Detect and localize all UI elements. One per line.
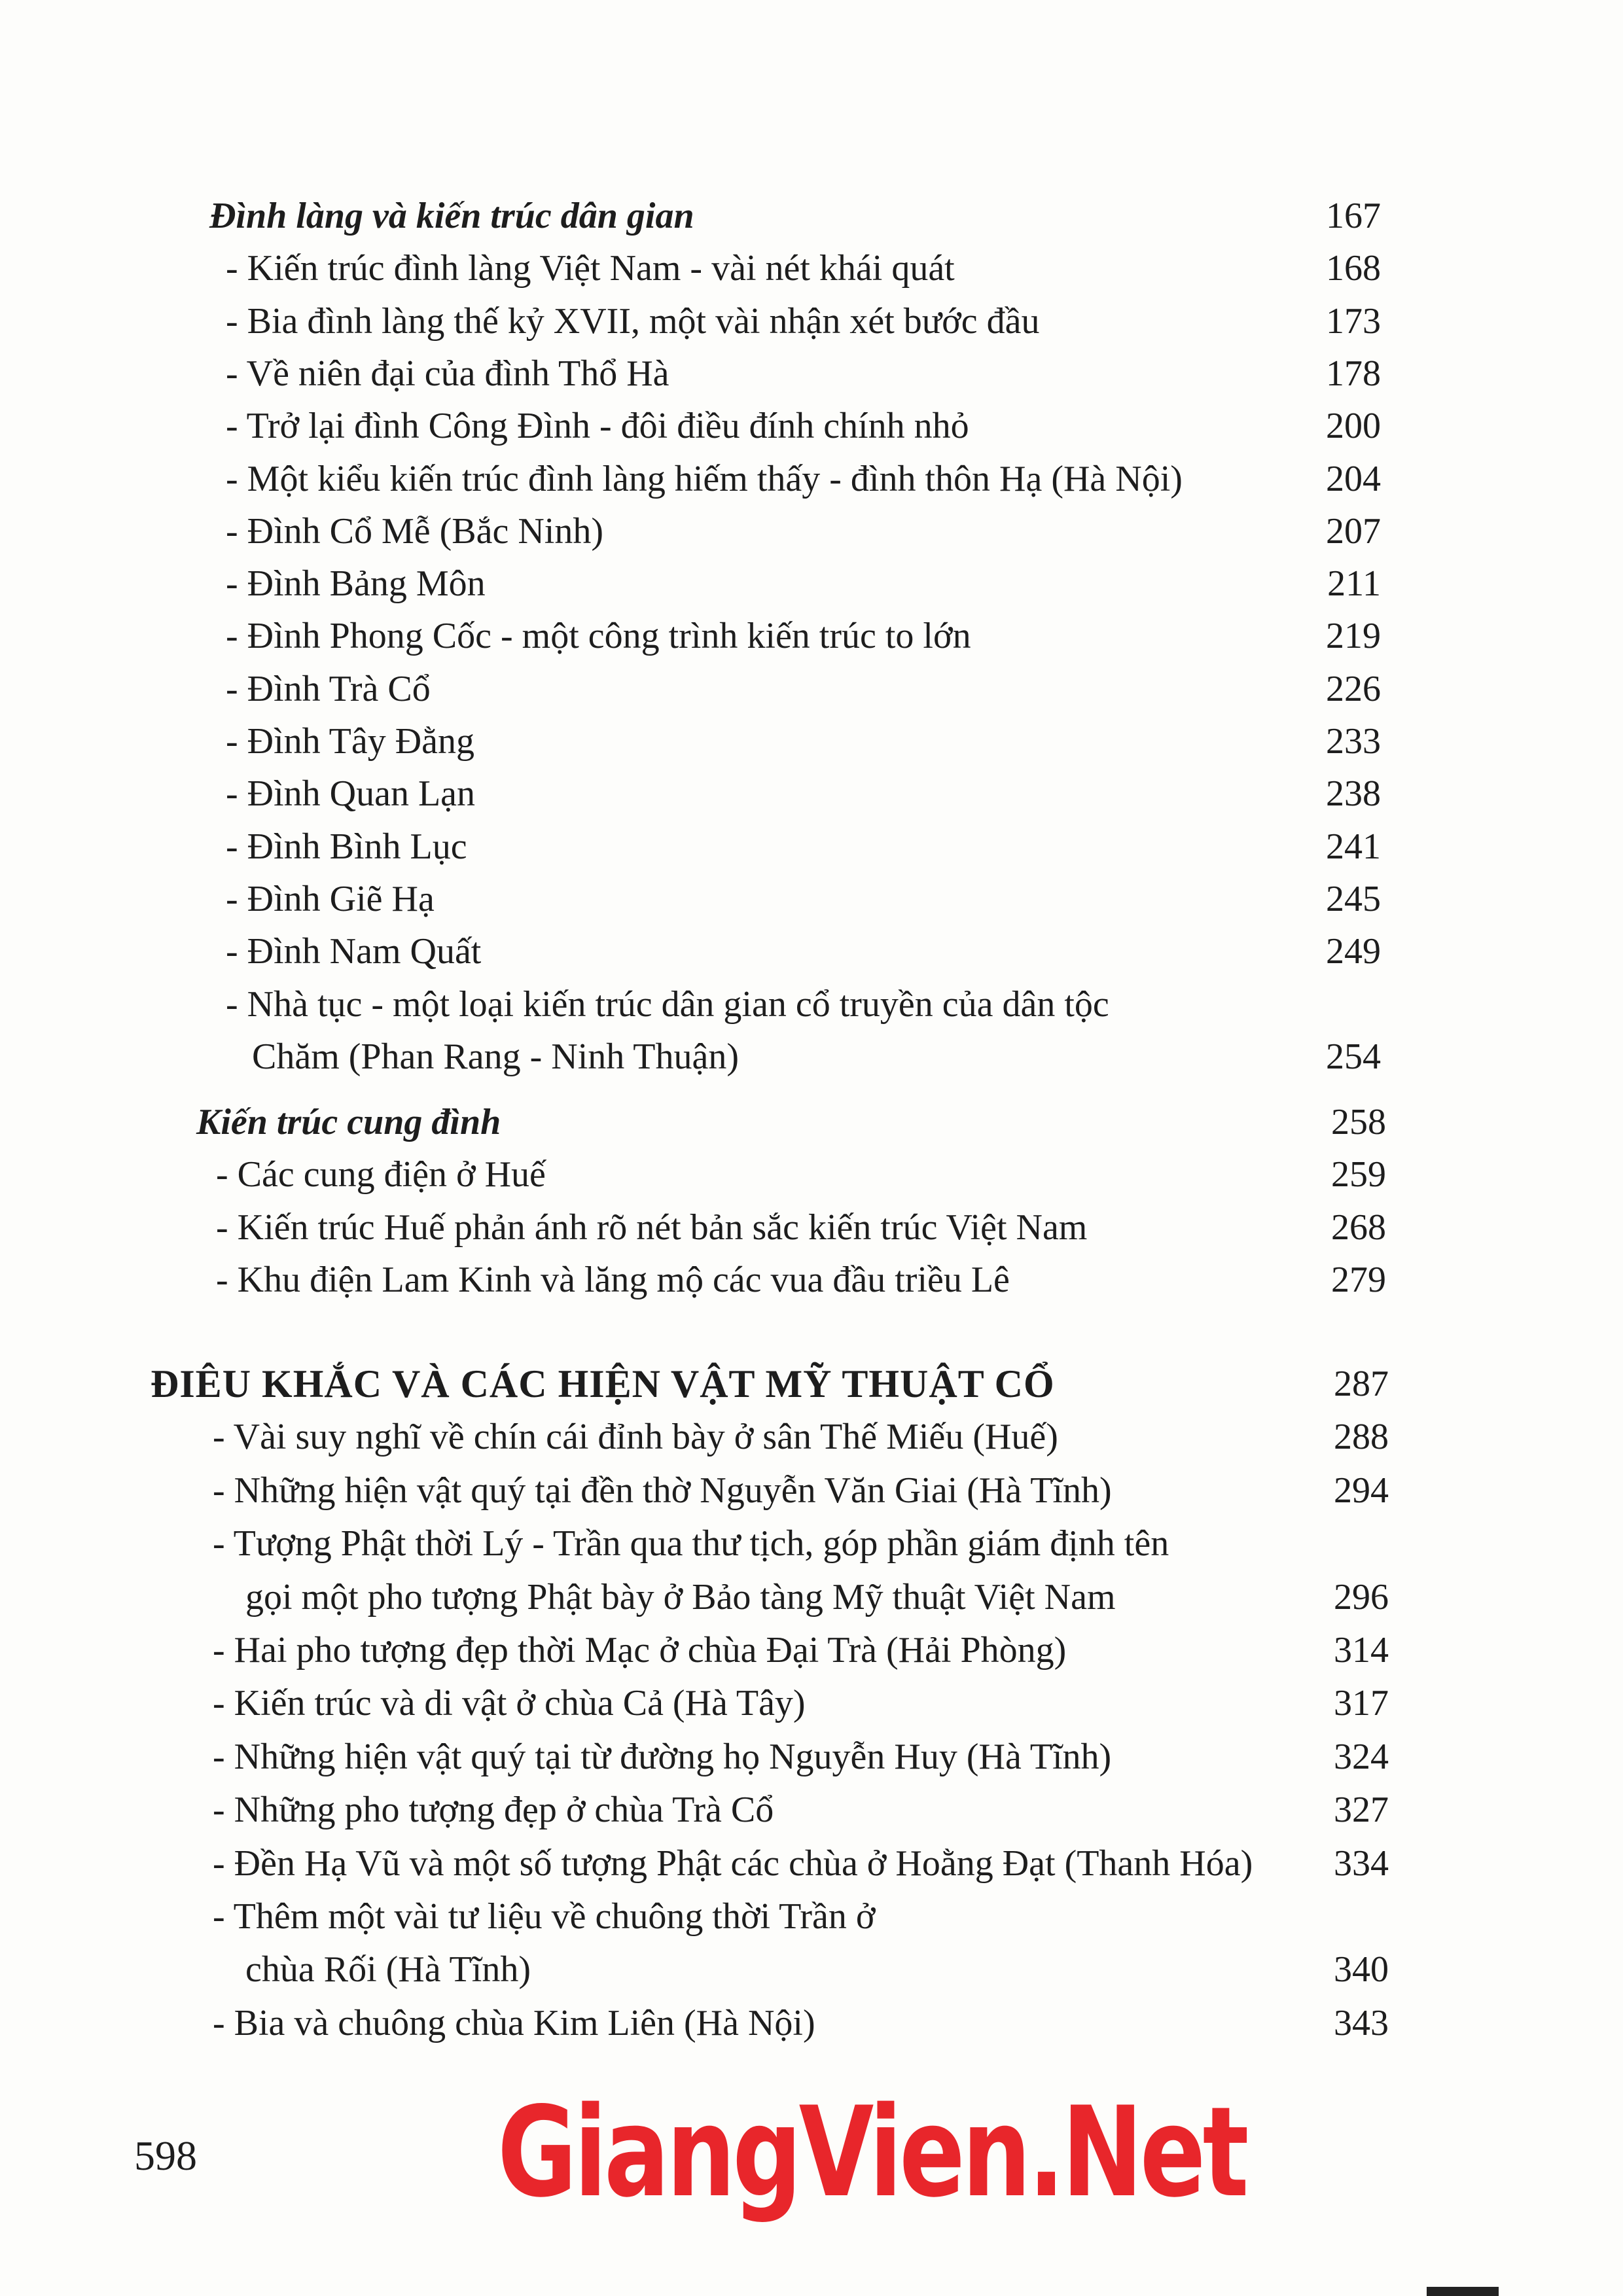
toc-entry (216, 1148, 1386, 1201)
toc-entry-page: 314 (1334, 1630, 1389, 1670)
toc-entry-title: - Trở lại đình Công Đình - đôi điều đính chính nhỏ (226, 406, 969, 447)
toc-entry-page: 259 (1331, 1154, 1386, 1195)
toc-entry (213, 1517, 1389, 1570)
toc-entry-title: - Kiến trúc Huế phản ánh rõ nét bản sắc kiến trúc Việt Nam (216, 1207, 1088, 1248)
toc-entry-title: - Kiến trúc đình làng Việt Nam - vài nét khái quát (226, 248, 955, 289)
toc-entry (213, 1731, 1389, 1783)
toc-entry-title: - Đình Nam Quất (226, 931, 482, 972)
toc-entry (226, 347, 1381, 400)
section-title: Đình làng và kiến trúc dân gian (209, 196, 694, 236)
toc-entry-title: gọi một pho tượng Phật bày ở Bảo tàng Mỹ thuật Việt Nam (245, 1576, 1116, 1617)
toc-entry-title: - Những hiện vật quý tại đền thờ Nguyễn Văn Giai (Hà Tĩnh) (213, 1470, 1112, 1511)
section-page-number: 258 (1331, 1102, 1386, 1142)
toc-entry-page: 340 (1334, 1949, 1389, 1990)
toc-entry (216, 1254, 1386, 1306)
toc-entry-page: 268 (1331, 1207, 1386, 1248)
toc-entry-title: - Khu điện Lam Kinh và lăng mộ các vua đầu triều Lê (216, 1259, 1010, 1300)
toc-entry (226, 715, 1381, 768)
toc-entry-page: 334 (1334, 1843, 1389, 1884)
toc-entry-title: - Tượng Phật thời Lý - Trần qua thư tịch, góp phần giám định tên (213, 1523, 1169, 1564)
toc-entry (226, 295, 1381, 347)
toc-entry-title: - Đình Trà Cổ (226, 668, 431, 709)
toc-entry-title: - Đình Tây Đằng (226, 721, 474, 762)
toc-entry-title: - Đình Giẽ Hạ (226, 878, 435, 919)
toc-entry-title: - Thêm một vài tư liệu về chuông thời Trần ở (213, 1896, 876, 1937)
toc-entry-page: 327 (1334, 1790, 1389, 1831)
section-heading (151, 1358, 1389, 1410)
watermark: GiangVien.Net (497, 2080, 1246, 2225)
toc-entry-title: - Các cung điện ở Huế (216, 1154, 546, 1195)
toc-entry-title: - Bia và chuông chùa Kim Liên (Hà Nội) (213, 2002, 815, 2043)
toc-entry-title: - Đình Bảng Môn (226, 563, 486, 605)
toc-entry-title: Chăm (Phan Rang - Ninh Thuận) (252, 1036, 739, 1077)
toc-entry (226, 821, 1381, 873)
section-heading (209, 190, 1381, 242)
toc-entry (226, 978, 1381, 1031)
toc-entry (252, 1031, 1381, 1083)
toc-entry-title: - Hai pho tượng đẹp thời Mạc ở chùa Đại Trà (Hải Phòng) (213, 1630, 1067, 1670)
toc-entry-page: 204 (1326, 458, 1381, 499)
toc-entry-page: 294 (1334, 1470, 1389, 1511)
toc-entry-title: - Đình Phong Cốc - một công trình kiến trúc to lớn (226, 616, 971, 657)
page-number: 598 (134, 2132, 197, 2179)
toc-entry (226, 242, 1381, 294)
toc-entry-page: 178 (1326, 353, 1381, 394)
toc-entry-title: - Một kiểu kiến trúc đình làng hiếm thấy - đình thôn Hạ (Hà Nội) (226, 458, 1183, 499)
toc-entry-page: 279 (1331, 1259, 1386, 1300)
toc-entry (226, 557, 1381, 610)
section-title: ĐIÊU KHẮC VÀ CÁC HIỆN VẬT MỸ THUẬT CỔ (151, 1362, 1055, 1405)
toc-entry-page: 254 (1326, 1036, 1381, 1077)
toc-entry-page: 173 (1326, 300, 1381, 342)
toc-entry (226, 768, 1381, 820)
toc-entry-title: - Nhà tục - một loại kiến trúc dân gian cổ truyền của dân tộc (226, 983, 1109, 1025)
toc-entry-title: - Đình Bình Lục (226, 826, 467, 867)
toc-entry-title: - Đình Cổ Mễ (Bắc Ninh) (226, 510, 604, 552)
toc-entry-page: 219 (1326, 616, 1381, 657)
toc-entry-page: 238 (1326, 773, 1381, 815)
toc-entry (226, 925, 1381, 978)
toc-entry-page: 233 (1326, 721, 1381, 762)
toc-entry-page: 168 (1326, 248, 1381, 289)
toc-entry-title: - Những pho tượng đẹp ở chùa Trà Cổ (213, 1790, 774, 1831)
toc-entry-page: 249 (1326, 931, 1381, 972)
toc-entry (213, 1997, 1389, 2049)
toc-entry-title: chùa Rối (Hà Tĩnh) (245, 1949, 531, 1990)
toc-entry (226, 400, 1381, 452)
toc-entry-page: 207 (1326, 510, 1381, 552)
toc-entry (213, 1890, 1389, 1943)
toc-entry-page: 245 (1326, 878, 1381, 919)
toc-entry (213, 1464, 1389, 1517)
toc-entry-title: - Kiến trúc và di vật ở chùa Cả (Hà Tây) (213, 1683, 806, 1724)
toc-entry-title: - Bia đình làng thế kỷ XVII, một vài nhận xét bước đầu (226, 300, 1040, 342)
toc-entry (226, 505, 1381, 557)
toc-entry (213, 1411, 1389, 1463)
toc-entry-page: 241 (1326, 826, 1381, 867)
toc-entry (226, 453, 1381, 505)
toc-entry-page: 211 (1327, 563, 1381, 605)
toc-entry-page: 343 (1334, 2002, 1389, 2043)
toc-entry-title: - Về niên đại của đình Thổ Hà (226, 353, 669, 394)
toc-entry-page: 226 (1326, 668, 1381, 709)
section-page-number: 287 (1334, 1364, 1389, 1404)
toc-entry-page: 296 (1334, 1576, 1389, 1617)
toc-entry-page: 200 (1326, 406, 1381, 447)
toc-entry-title: - Đình Quan Lạn (226, 773, 476, 815)
toc-entry-page: 324 (1334, 1736, 1389, 1777)
toc-entry-page: 288 (1334, 1417, 1389, 1458)
toc-entry (226, 610, 1381, 662)
toc-entry (213, 1624, 1389, 1676)
toc-entry (245, 1943, 1389, 1996)
toc-entry-title: - Đền Hạ Vũ và một số tượng Phật các chùa ở Hoằng Đạt (Thanh Hóa) (213, 1843, 1253, 1884)
toc-entry-title: - Những hiện vật quý tại từ đường họ Nguyễn Huy (Hà Tĩnh) (213, 1736, 1112, 1777)
toc-entry-title: - Vài suy nghĩ về chín cái đỉnh bày ở sân Thế Miếu (Huế) (213, 1417, 1058, 1458)
toc-entry (226, 663, 1381, 715)
toc-entry (213, 1677, 1389, 1729)
section-heading (196, 1096, 1386, 1148)
section-page-number: 167 (1326, 196, 1381, 236)
toc-entry-page: 317 (1334, 1683, 1389, 1724)
toc-entry (245, 1571, 1389, 1623)
toc-entry (226, 873, 1381, 925)
toc-entry (216, 1201, 1386, 1254)
section-title: Kiến trúc cung đình (196, 1102, 501, 1142)
toc-entry (213, 1837, 1389, 1890)
toc-entry (213, 1784, 1389, 1836)
scan-edge-mark (1427, 2287, 1499, 2296)
